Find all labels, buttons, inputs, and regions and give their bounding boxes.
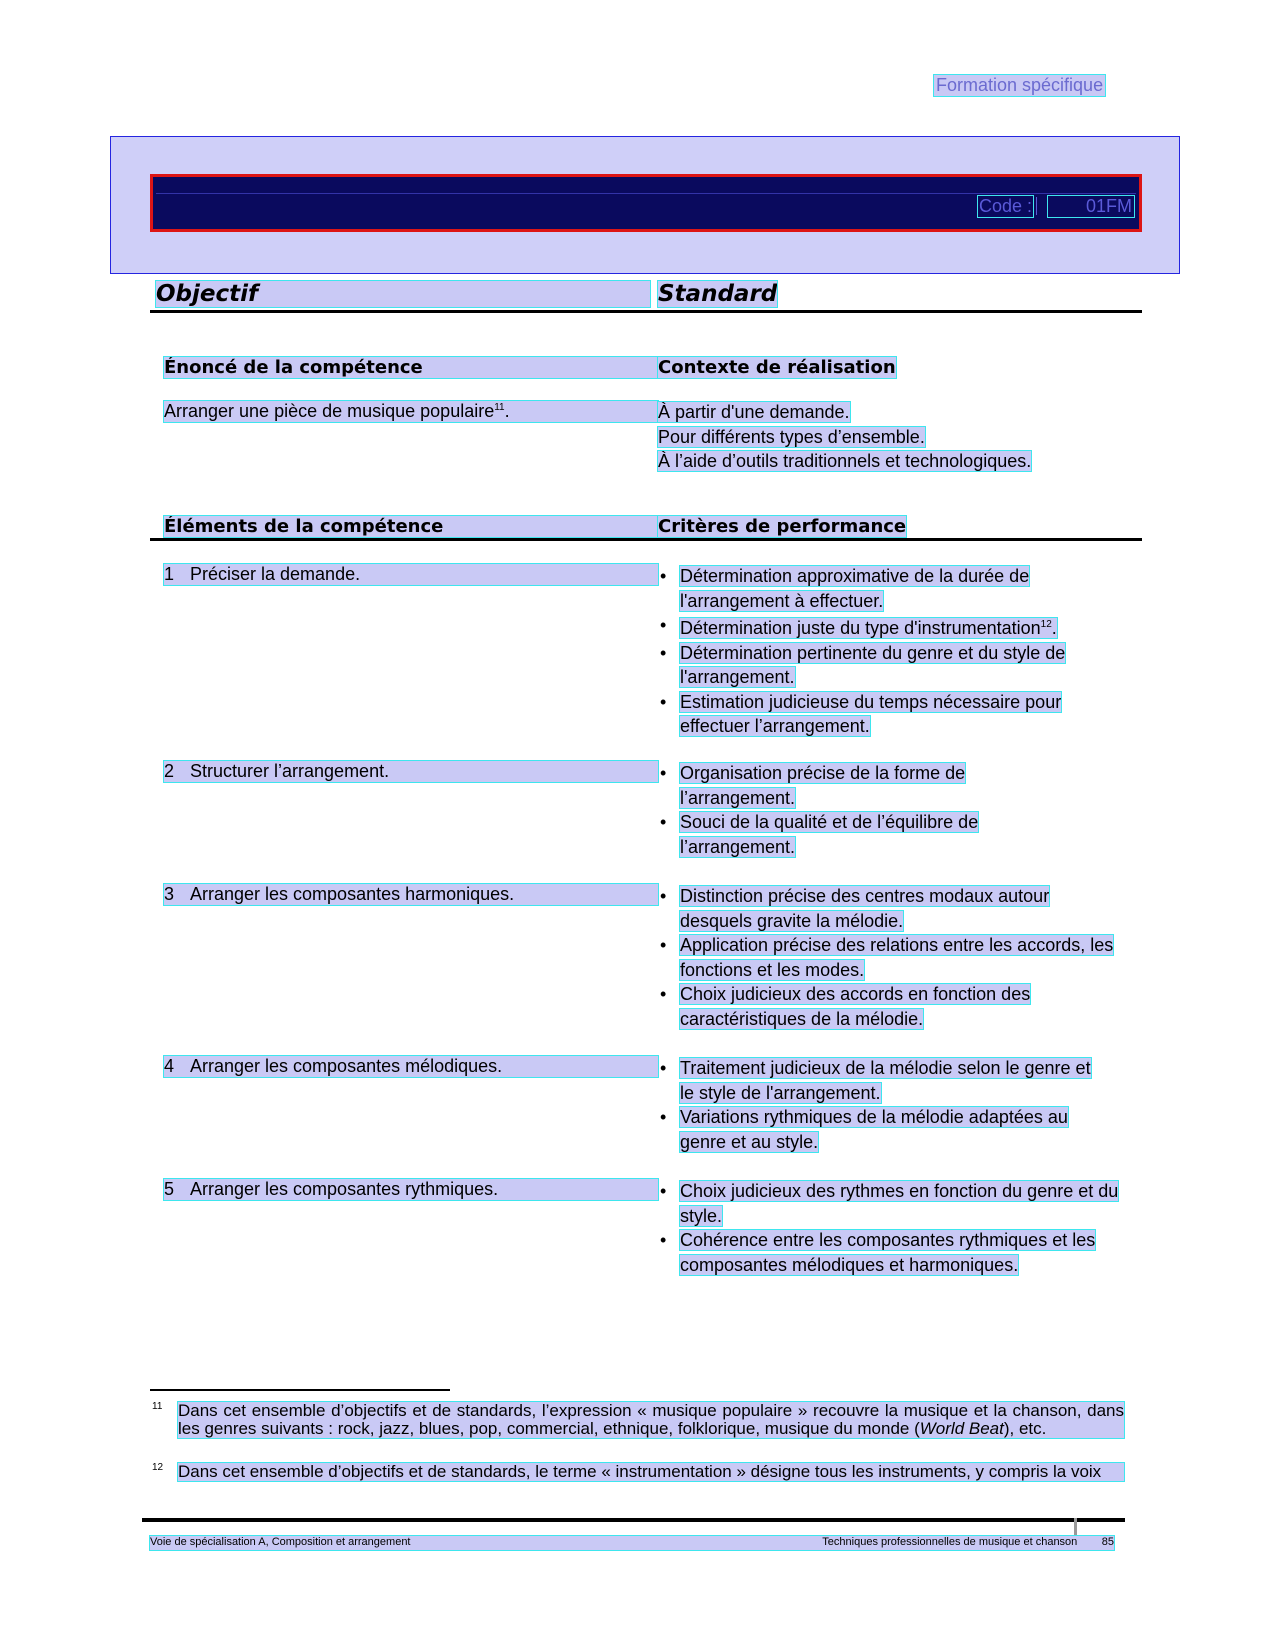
footer-left: Voie de spécialisation A, Composition et arrangement bbox=[150, 1536, 411, 1548]
element-1: 1 Préciser la demande. bbox=[164, 564, 658, 585]
footnote-rule bbox=[150, 1389, 450, 1391]
footnote-ref-11: 11 bbox=[494, 402, 505, 413]
criterion-item: • Détermination pertinente du genre et du style de l'arrangement. bbox=[660, 642, 1066, 687]
standard-title: Standard bbox=[658, 281, 778, 307]
criteria-5 bbox=[658, 1179, 1128, 1277]
criterion-item: • Détermination juste du type d'instrumentation$^{12}$. bbox=[660, 615, 1057, 638]
criterion-item: • Estimation judicieuse du temps nécessaire pour effectuer l’arrangement. bbox=[660, 691, 1062, 736]
footnote-number: 11 bbox=[152, 1401, 163, 1412]
criterion-item: • Distinction précise des centres modaux autour desquels gravite la mélodie. bbox=[660, 886, 1050, 931]
criterion-item: • Organisation précise de la forme de l’arrangement. bbox=[660, 763, 966, 808]
code-label: Code : bbox=[979, 196, 1033, 216]
footnote-11 bbox=[152, 1402, 1124, 1438]
context-heading: Contexte de réalisation bbox=[658, 357, 896, 378]
header-section-title: Formation spécifique bbox=[936, 75, 1104, 95]
criterion-item: • Détermination approximative de la durée de l'arrangement à effectuer. bbox=[660, 566, 1030, 611]
title-bar-divider bbox=[156, 193, 1136, 194]
footnote-text: Dans cet ensemble d’objectifs et de standards, le terme « instrumentation » désigne tous les instruments, y compris la voix bbox=[178, 1463, 1124, 1481]
footnote-ref-12: 12 bbox=[1040, 619, 1052, 630]
element-4: 4 Arranger les composantes mélodiques. bbox=[164, 1056, 658, 1077]
criterion-item: • Choix judicieux des rythmes en fonction du genre et du style. bbox=[660, 1181, 1119, 1226]
footnote-12 bbox=[152, 1463, 1124, 1481]
criterion-item: • Choix judicieux des accords en fonction des caractéristiques de la mélodie. bbox=[660, 984, 1031, 1029]
context-item: À l’aide d’outils traditionnels et technologiques. bbox=[658, 451, 1032, 471]
footer-rule bbox=[142, 1518, 1125, 1522]
elements-rule bbox=[150, 538, 1142, 541]
competence-text: Arranger une pièce de musique populaire bbox=[164, 401, 495, 421]
context-item: Pour différents types d’ensemble. bbox=[658, 426, 925, 447]
criteria-1 bbox=[658, 564, 1128, 739]
criteria-heading: Critères de performance bbox=[658, 516, 907, 537]
criterion-item: • Souci de la qualité et de l’équilibre de l’arrangement. bbox=[660, 812, 979, 857]
criteria-4 bbox=[658, 1056, 1108, 1154]
code-value: 01FM bbox=[1048, 196, 1134, 217]
criteria-2 bbox=[658, 761, 1028, 859]
context-list bbox=[658, 400, 1031, 474]
element-2: 2 Structurer l’arrangement. bbox=[164, 761, 658, 782]
objectif-title: Objectif bbox=[156, 281, 650, 307]
code-separator bbox=[1036, 197, 1037, 215]
title-rule bbox=[150, 310, 1142, 313]
criterion-item: • Traitement judicieux de la mélodie selon le genre et le style de l'arrangement. bbox=[660, 1058, 1091, 1103]
page-number: 85 bbox=[1101, 1536, 1114, 1548]
statement-heading: Énoncé de la compétence bbox=[164, 357, 658, 378]
competence-statement bbox=[164, 401, 658, 422]
context-item: À partir d'une demande. bbox=[658, 402, 850, 422]
elements-heading: Éléments de la compétence bbox=[164, 516, 658, 537]
page-footer bbox=[150, 1536, 1114, 1550]
criterion-item: • Variations rythmiques de la mélodie adaptées au genre et au style. bbox=[660, 1107, 1068, 1152]
criterion-item: • Application précise des relations entre les accords, les fonctions et les modes. bbox=[660, 935, 1114, 980]
element-5: 5 Arranger les composantes rythmiques. bbox=[164, 1179, 658, 1200]
footer-right: Techniques professionnelles de musique et chanson 85 bbox=[822, 1536, 1114, 1548]
criteria-3 bbox=[658, 884, 1118, 1031]
element-3: 3 Arranger les composantes harmoniques. bbox=[164, 884, 658, 905]
criterion-item: • Cohérence entre les composantes rythmiques et les composantes mélodiques et harmoniques. bbox=[660, 1230, 1096, 1275]
footnote-number: 12 bbox=[152, 1462, 164, 1473]
competence-end: . bbox=[504, 401, 510, 421]
footnote-text: Dans cet ensemble d’objectifs et de standards, l’expression « musique populaire » recouvre la musique et la chanson, dans les genres suivants : rock, jazz, blues, pop, commercial, ethnique, folklorique, musique du monde (World Beat), etc. bbox=[178, 1401, 1124, 1438]
